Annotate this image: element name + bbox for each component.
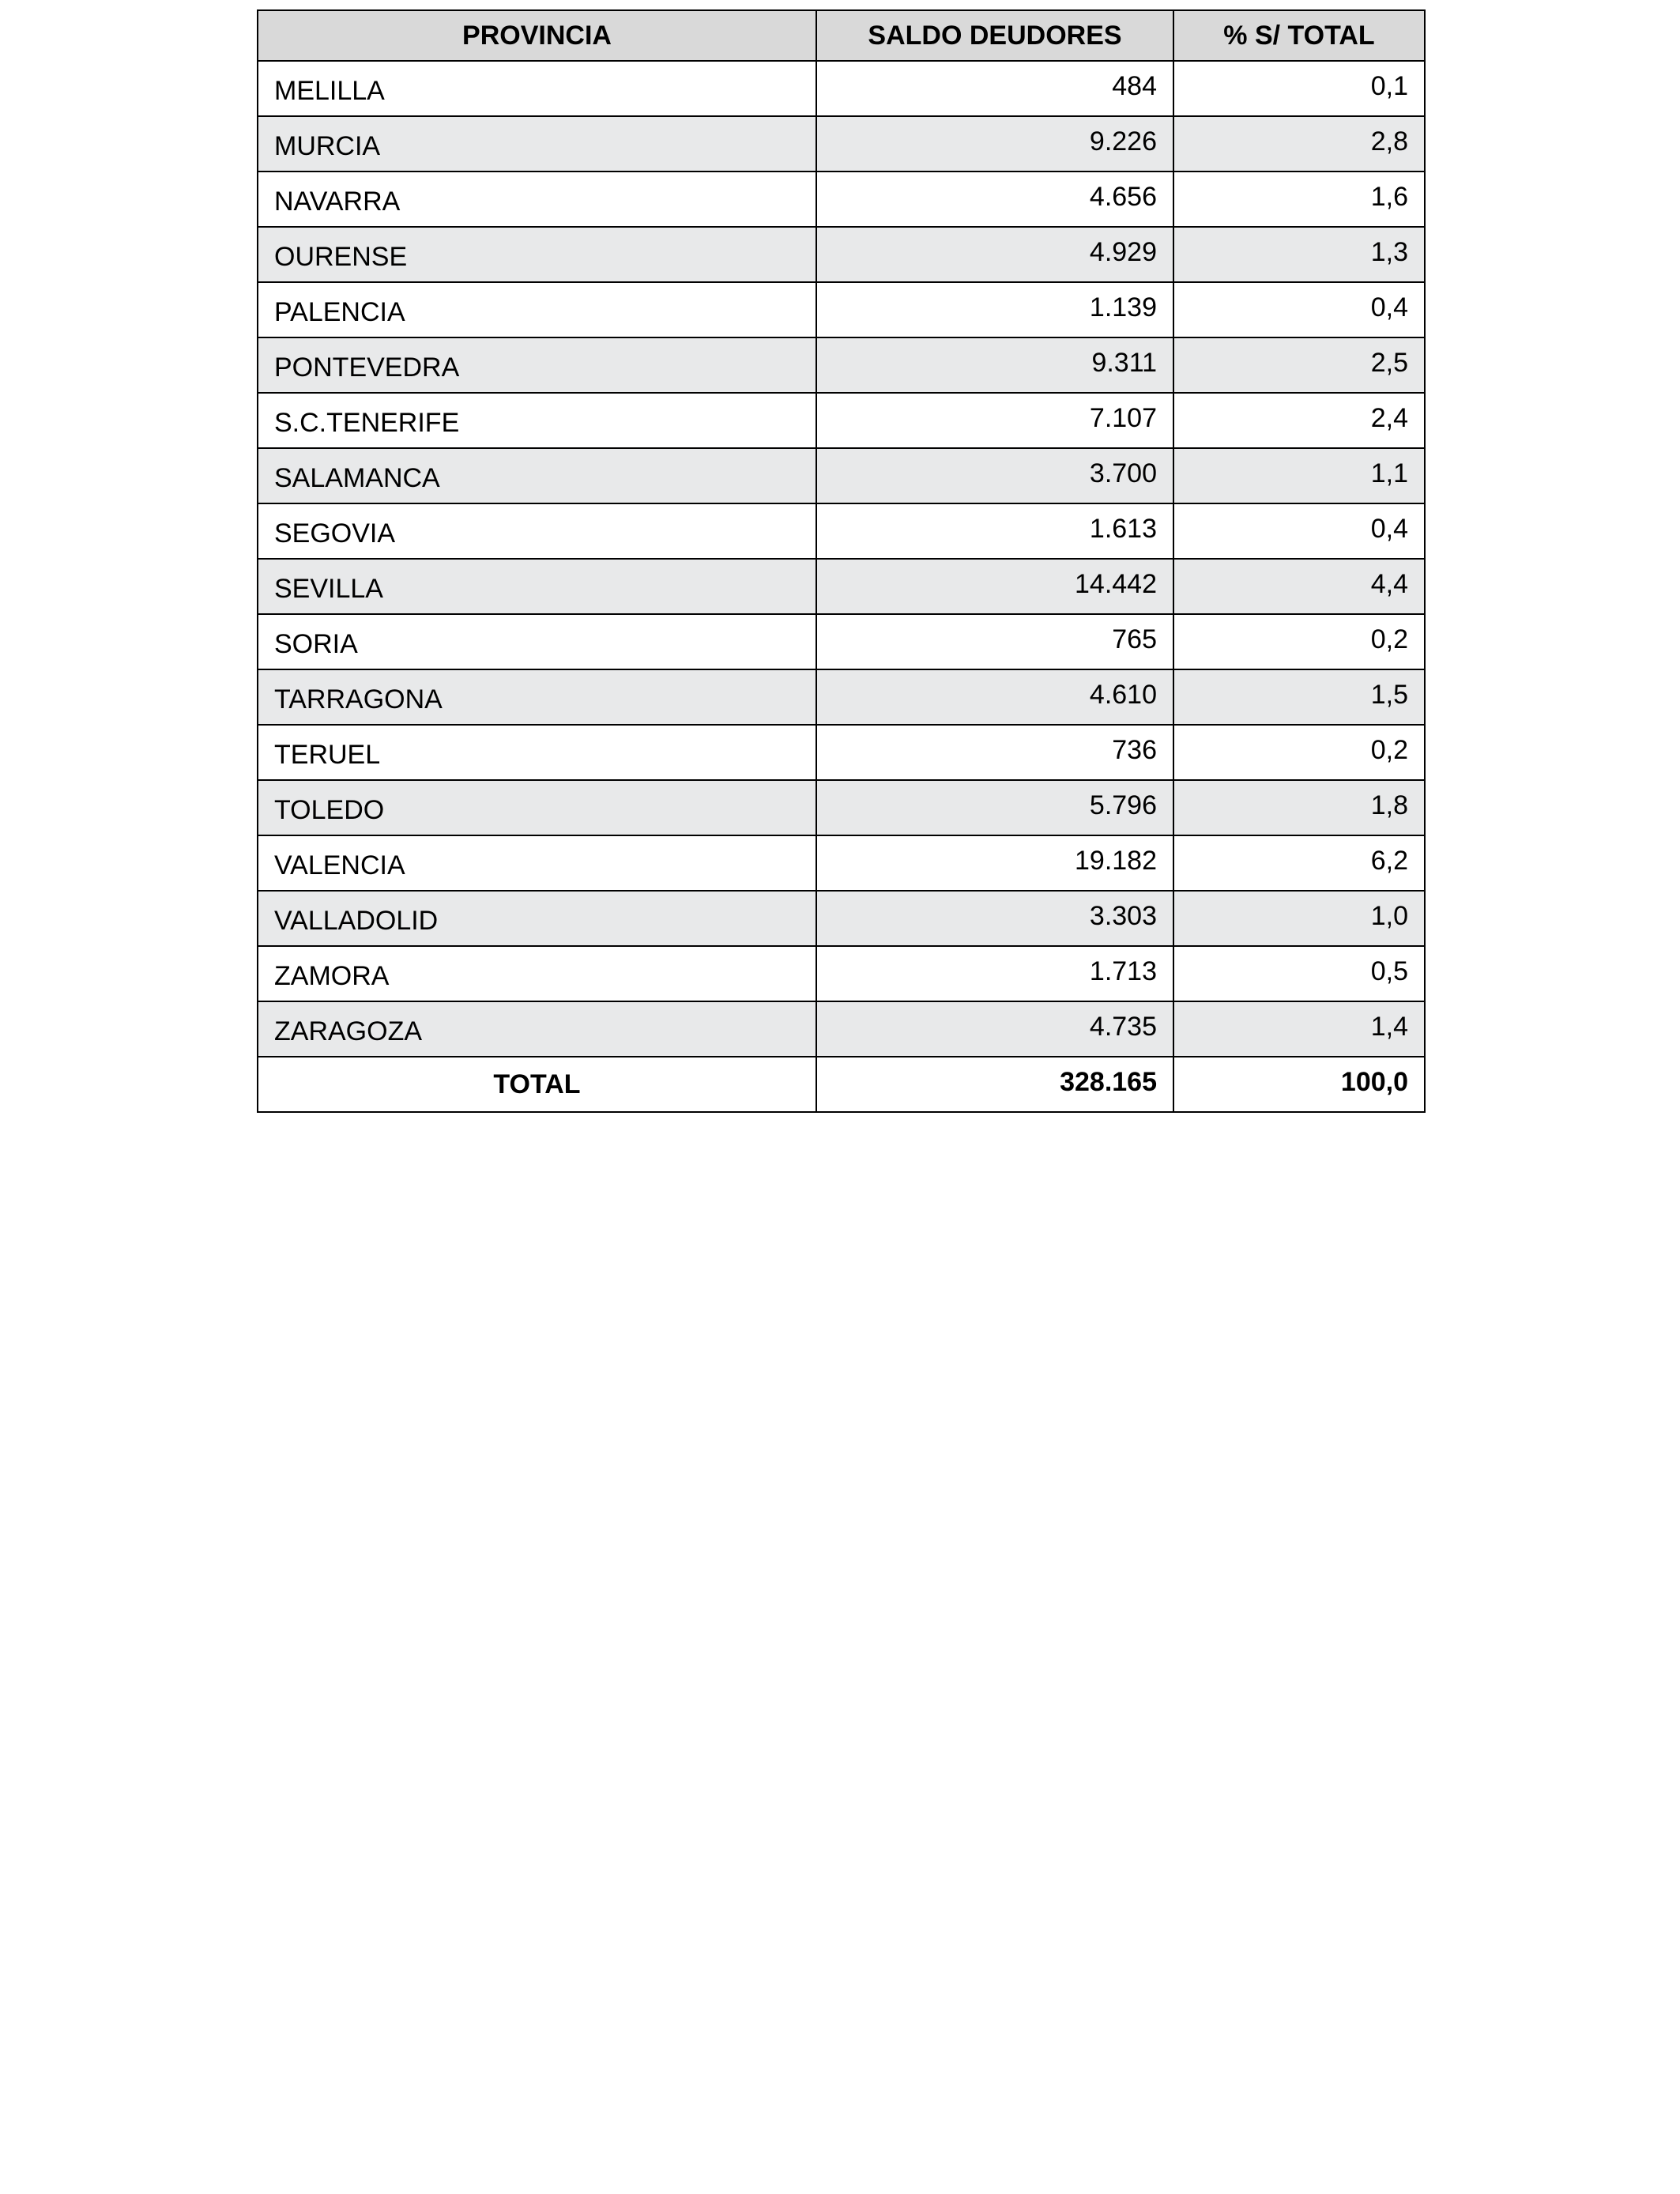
provincia-saldo-table (257, 9, 1426, 1113)
total-pct: 100,0 (1173, 1057, 1425, 1112)
cell-pct-total: 2,8 (1173, 116, 1425, 172)
cell-provincia: SEVILLA (258, 559, 816, 614)
cell-pct-total: 1,4 (1173, 1001, 1425, 1057)
table-row (258, 282, 1425, 337)
cell-provincia: NAVARRA (258, 172, 816, 227)
table-row (258, 61, 1425, 116)
table-row (258, 614, 1425, 669)
header-saldo-deudores: SALDO DEUDORES (816, 10, 1173, 61)
cell-pct-total: 0,5 (1173, 946, 1425, 1001)
cell-saldo-deudores: 765 (816, 614, 1173, 669)
cell-pct-total: 1,0 (1173, 891, 1425, 946)
cell-provincia: TERUEL (258, 725, 816, 780)
table-body (258, 61, 1425, 1112)
table-row (258, 393, 1425, 448)
cell-provincia: MURCIA (258, 116, 816, 172)
table-row (258, 559, 1425, 614)
cell-saldo-deudores: 3.303 (816, 891, 1173, 946)
cell-saldo-deudores: 1.713 (816, 946, 1173, 1001)
cell-saldo-deudores: 4.735 (816, 1001, 1173, 1057)
cell-provincia: VALENCIA (258, 835, 816, 891)
cell-saldo-deudores: 484 (816, 61, 1173, 116)
cell-provincia: PONTEVEDRA (258, 337, 816, 393)
cell-saldo-deudores: 5.796 (816, 780, 1173, 835)
cell-pct-total: 2,4 (1173, 393, 1425, 448)
cell-pct-total: 1,6 (1173, 172, 1425, 227)
cell-provincia: SORIA (258, 614, 816, 669)
cell-saldo-deudores: 9.226 (816, 116, 1173, 172)
table-row (258, 835, 1425, 891)
total-label: TOTAL (258, 1057, 816, 1112)
table-row (258, 227, 1425, 282)
cell-saldo-deudores: 14.442 (816, 559, 1173, 614)
total-row (258, 1057, 1425, 1112)
table-row (258, 448, 1425, 503)
table-header (258, 10, 1425, 61)
cell-pct-total: 0,4 (1173, 282, 1425, 337)
table-row (258, 946, 1425, 1001)
table-row (258, 1001, 1425, 1057)
cell-provincia: TARRAGONA (258, 669, 816, 725)
table-row (258, 725, 1425, 780)
header-row (258, 10, 1425, 61)
cell-saldo-deudores: 4.929 (816, 227, 1173, 282)
cell-provincia: ZARAGOZA (258, 1001, 816, 1057)
total-saldo: 328.165 (816, 1057, 1173, 1112)
table-row (258, 337, 1425, 393)
cell-provincia: TOLEDO (258, 780, 816, 835)
cell-provincia: MELILLA (258, 61, 816, 116)
cell-provincia: SEGOVIA (258, 503, 816, 559)
cell-saldo-deudores: 7.107 (816, 393, 1173, 448)
cell-saldo-deudores: 9.311 (816, 337, 1173, 393)
table-row (258, 669, 1425, 725)
cell-pct-total: 1,8 (1173, 780, 1425, 835)
cell-pct-total: 4,4 (1173, 559, 1425, 614)
cell-provincia: S.C.TENERIFE (258, 393, 816, 448)
table-row (258, 780, 1425, 835)
cell-provincia: ZAMORA (258, 946, 816, 1001)
table-row (258, 503, 1425, 559)
cell-pct-total: 1,3 (1173, 227, 1425, 282)
cell-pct-total: 0,1 (1173, 61, 1425, 116)
cell-provincia: VALLADOLID (258, 891, 816, 946)
cell-saldo-deudores: 4.656 (816, 172, 1173, 227)
cell-saldo-deudores: 3.700 (816, 448, 1173, 503)
cell-pct-total: 2,5 (1173, 337, 1425, 393)
header-provincia: PROVINCIA (258, 10, 816, 61)
cell-saldo-deudores: 1.139 (816, 282, 1173, 337)
cell-pct-total: 0,2 (1173, 725, 1425, 780)
cell-saldo-deudores: 1.613 (816, 503, 1173, 559)
cell-pct-total: 6,2 (1173, 835, 1425, 891)
cell-pct-total: 0,2 (1173, 614, 1425, 669)
table-row (258, 116, 1425, 172)
cell-provincia: SALAMANCA (258, 448, 816, 503)
cell-provincia: PALENCIA (258, 282, 816, 337)
header-pct-total: % S/ TOTAL (1173, 10, 1425, 61)
table-row (258, 172, 1425, 227)
cell-saldo-deudores: 4.610 (816, 669, 1173, 725)
table-row (258, 891, 1425, 946)
cell-pct-total: 0,4 (1173, 503, 1425, 559)
cell-pct-total: 1,5 (1173, 669, 1425, 725)
cell-saldo-deudores: 19.182 (816, 835, 1173, 891)
cell-pct-total: 1,1 (1173, 448, 1425, 503)
cell-saldo-deudores: 736 (816, 725, 1173, 780)
cell-provincia: OURENSE (258, 227, 816, 282)
